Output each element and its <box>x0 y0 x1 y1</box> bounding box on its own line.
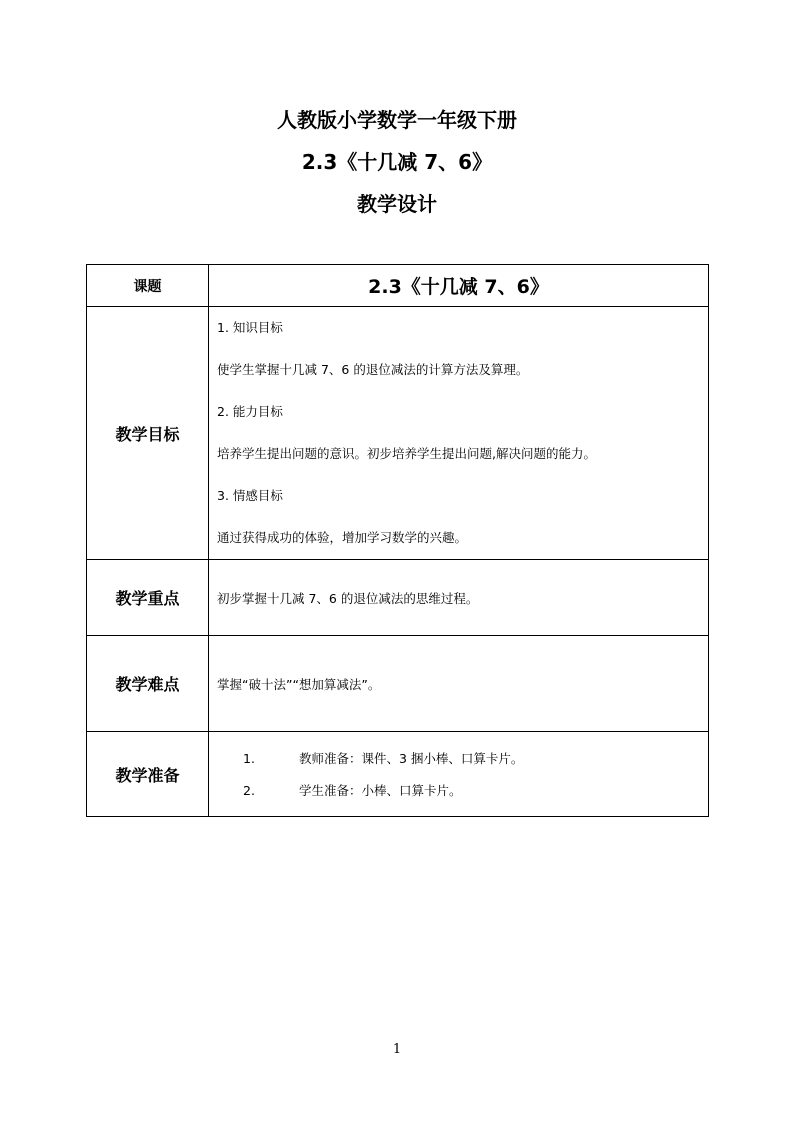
difficulties-label: 教学难点 <box>87 636 209 732</box>
list-item <box>217 747 708 769</box>
goal-heading-emotion: 3. 情感目标 <box>217 488 283 503</box>
preparation-label: 教学准备 <box>87 732 209 817</box>
document-subtitle: 教学设计 <box>357 192 437 216</box>
topic-value: 2.3《十几减 7、6》 <box>209 265 709 307</box>
list-item-text: 学生准备：小棒、口算卡片。 <box>299 783 462 798</box>
preparation-content <box>209 732 709 817</box>
list-item <box>217 779 708 801</box>
goal-text-ability: 培养学生提出问题的意识。初步培养学生提出问题,解决问题的能力。 <box>217 446 596 461</box>
list-item-text: 教师准备：课件、3 捆小棒、口算卡片。 <box>299 751 524 766</box>
list-item-number: 2. <box>243 782 255 798</box>
table-row-preparation <box>87 732 709 817</box>
table-row-goals <box>87 307 709 560</box>
goals-label: 教学目标 <box>87 307 209 560</box>
goal-heading-knowledge: 1. 知识目标 <box>217 320 283 335</box>
lesson-plan-table <box>86 264 709 817</box>
goal-text-emotion: 通过获得成功的体验，增加学习数学的兴趣。 <box>217 530 468 545</box>
table-row-difficulties <box>87 636 709 732</box>
key-points-label: 教学重点 <box>87 560 209 636</box>
lesson-title: 2.3《十几减 7、6》 <box>301 150 493 174</box>
document-title: 人教版小学数学一年级下册 <box>277 108 517 132</box>
list-item-number: 1. <box>243 750 255 766</box>
topic-label: 课题 <box>87 265 209 307</box>
key-points-value: 初步掌握十几减 7、6 的退位减法的思维过程。 <box>209 560 709 636</box>
table-row-key-points <box>87 560 709 636</box>
page-number: 1 <box>392 1042 402 1057</box>
difficulties-value: 掌握“破十法”“想加算减法”。 <box>209 636 709 732</box>
goal-heading-ability: 2. 能力目标 <box>217 404 283 419</box>
goal-text-knowledge: 使学生掌握十几减 7、6 的退位减法的计算方法及算理。 <box>217 362 529 377</box>
table-row-topic <box>87 265 709 307</box>
goals-content <box>209 307 709 560</box>
